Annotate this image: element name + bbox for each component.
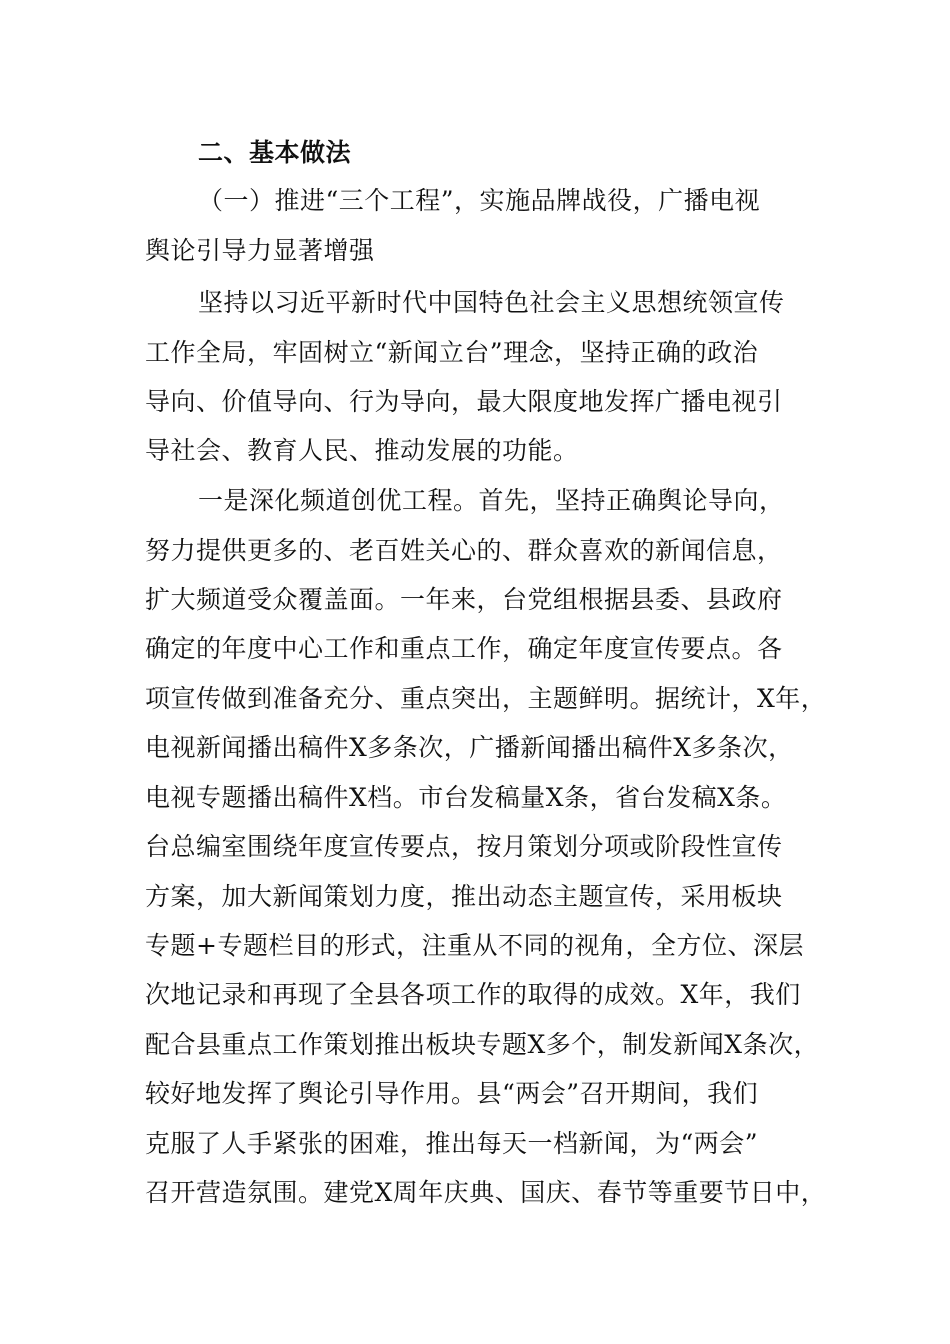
- paragraph-1-line-1: 坚持以习近平新时代中国特色社会主义思想统领宣传: [198, 288, 785, 317]
- section-heading: 二、基本做法: [198, 138, 352, 167]
- paragraph-1-line-2: 工作全局，牢固树立“新闻立台”理念，坚持正确的政治: [145, 338, 759, 367]
- paragraph-2-line-10: 专题+专题栏目的形式，注重从不同的视角，全方位、深层: [145, 931, 804, 960]
- subheading-line-1: （一）推进“三个工程”，实施品牌战役，广播电视: [198, 186, 761, 215]
- paragraph-2-line-14: 克服了人手紧张的困难，推出每天一档新闻，为“两会”: [145, 1129, 759, 1158]
- subheading-line-2: 舆论引导力显著增强: [145, 236, 375, 265]
- paragraph-1-line-4: 导社会、教育人民、推动发展的功能。: [145, 436, 579, 465]
- paragraph-2-line-12: 配合县重点工作策划推出板块专题X多个，制发新闻X条次，: [145, 1030, 820, 1059]
- paragraph-2-line-1: 一是深化频道创优工程。首先，坚持正确舆论导向，: [198, 486, 785, 515]
- paragraph-2-line-9: 方案，加大新闻策划力度，推出动态主题宣传，采用板块: [145, 882, 783, 911]
- paragraph-2-line-2: 努力提供更多的、老百姓关心的、群众喜欢的新闻信息，: [145, 536, 783, 565]
- paragraph-2-line-4: 确定的年度中心工作和重点工作，确定年度宣传要点。各: [145, 634, 783, 663]
- paragraph-2-line-15: 召开营造氛围。建党X周年庆典、国庆、春节等重要节日中，: [145, 1178, 827, 1207]
- paragraph-2-line-6: 电视新闻播出稿件X多条次，广播新闻播出稿件X多条次，: [145, 733, 794, 762]
- paragraph-2-line-7: 电视专题播出稿件X档。市台发稿量X条，省台发稿X条。: [145, 783, 787, 812]
- paragraph-2-line-11: 次地记录和再现了全县各项工作的取得的成效。X年，我们: [145, 980, 801, 1009]
- paragraph-2-line-13: 较好地发挥了舆论引导作用。县“两会”召开期间，我们: [145, 1079, 759, 1108]
- paragraph-1-line-3: 导向、价值导向、行为导向，最大限度地发挥广播电视引: [145, 387, 783, 416]
- paragraph-2-line-3: 扩大频道受众覆盖面。一年来，台党组根据县委、县政府: [145, 585, 783, 614]
- paragraph-2-line-8: 台总编室围绕年度宣传要点，按月策划分项或阶段性宣传: [145, 832, 783, 861]
- paragraph-2-line-5: 项宣传做到准备充分、重点突出，主题鲜明。据统计，X年，: [145, 684, 827, 713]
